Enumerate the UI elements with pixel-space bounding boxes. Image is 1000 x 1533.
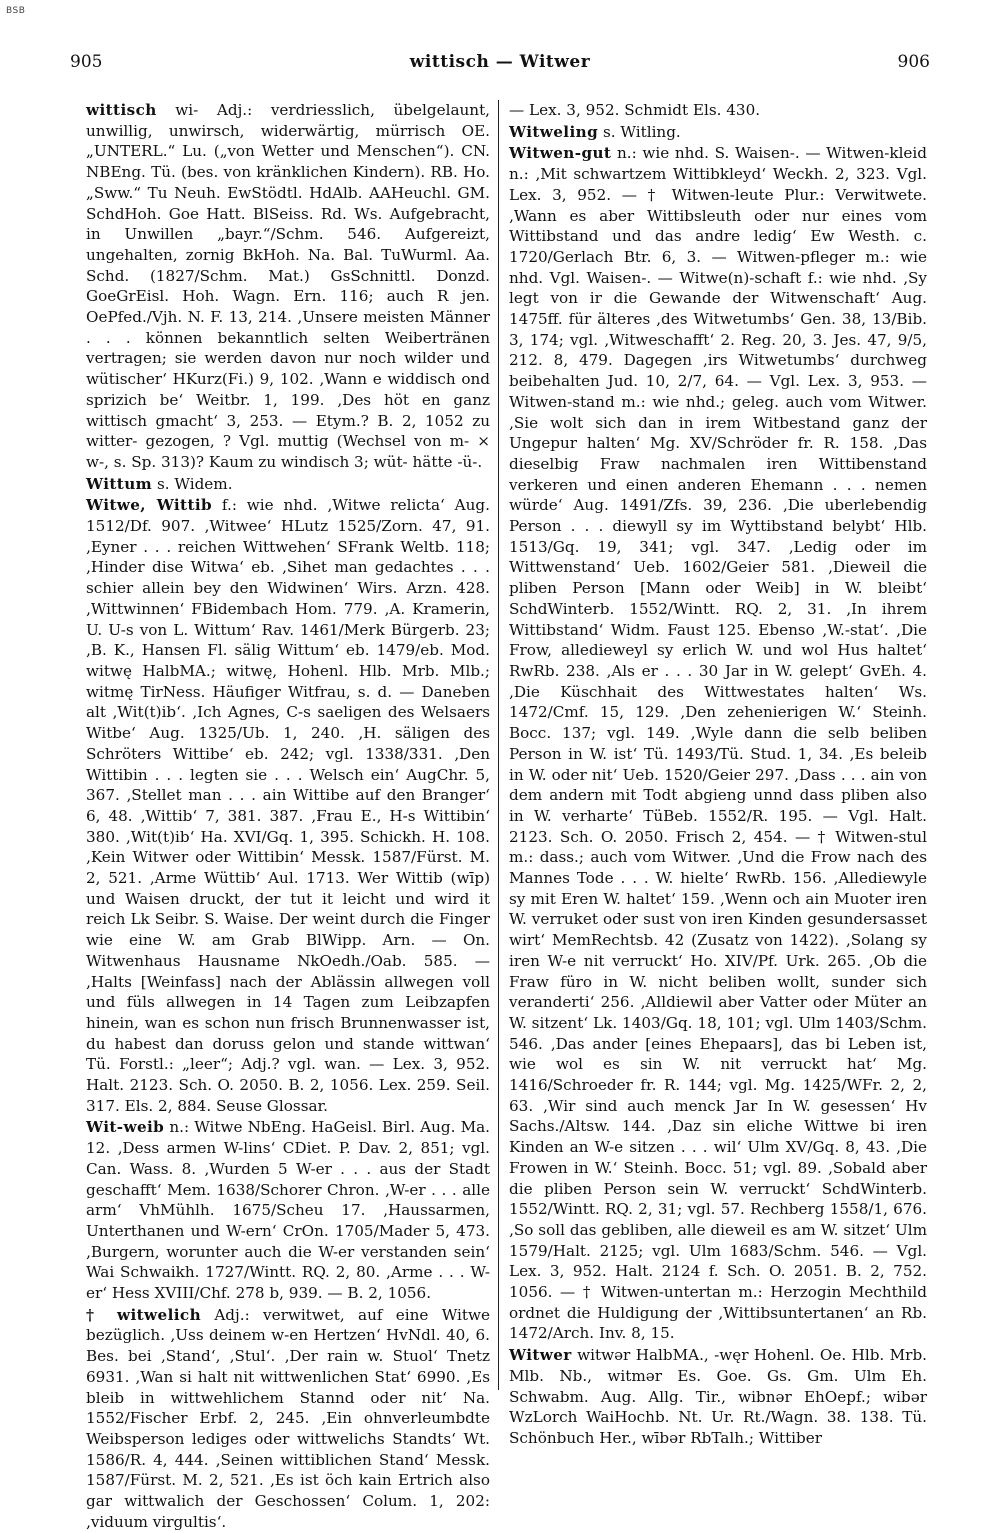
dictionary-entry	[509, 100, 927, 121]
entry-lemma: Witweling	[509, 122, 599, 141]
page-number-right: 906	[897, 52, 930, 72]
entry-text: Adj.: verwitwet, auf eine Witwe bezüglich. ‚Uss deinem w-en Hertzen‘ HvNdl. 40, 6. Bes. bei ‚Stand‘, ‚Stul‘. ‚Der rain w. Stuol‘ Tnetz 6931. ‚Wan si halt nit wittwenlichen Stat‘ 6990. ‚Es bleib in wittwehlichem Stannd oder nit‘ Na. 1552/Fischer Erbf. 2, 245. ‚Ein ohnverleumbdte Weibsperson lediges oder wittwelichs Standts‘ Wt. 1586/R. 4, 444. ‚Seinen wittiblichen Stand‘ Messk. 1587/Fürst. M. 2, 521. ‚Es ist öch kain Ertrich also gar wittwalich der Geschossen‘ Colum. 1, 202: ‚viduum virgultis‘.	[86, 1305, 490, 1531]
dictionary-entry	[86, 1305, 490, 1533]
entry-text: n.: wie nhd. S. Waisen-. — Witwen-kleid n.: ‚Mit schwartzem Wittibkleyd‘ Weckh. 2, 323. Vgl. Lex. 3, 952. — † Witwen-leute Plur.: Verwitwete. ‚Wann es aber Wittibsleuth oder nur eines vom Wittibstand und das andre ledig‘ Ew Westh. c. 1720/Gerlach Btr. 6, 3. — Witwen-pfleger m.: wie nhd. Vgl. Waisen-. — Witwe(n)-schaft f.: wie nhd. ‚Sy legt von ir die Gewande der Witwenschaft‘ Aug. 1475ff. für älteres ‚des Witwetumbs‘ Gen. 38, 13/Bib. 3, 174; vgl. ‚Witweschafft‘ 2. Reg. 20, 3. Jes. 47, 9/5, 212. 8, 479. Dagegen ‚irs Witwetumbs‘ durchweg beibehalten Jud. 10, 2/7, 64. — Vgl. Lex. 3, 953. — Witwen-stand m.: wie nhd.; geleg. auch vom Witwer. ‚Sie wolt sich dan in irem Witbestand ganz der Ungepur halten‘ Mg. XV/Schröder fr. R. 158. ‚Das dieselbig Fraw nachmalen iren Wittibenstand verkeren und einen anderen Ehemann . . . nemen würde‘ Aug. 1491/Zfs. 39, 236. ‚Die uberlebendig Person . . . diewyll sy im Wyttibstand belybt‘ Hlb. 1513/Gq. 19, 341; vgl. 347. ‚Ledig oder im Wittwenstand‘ Ueb. 1602/Geier 581. ‚Dieweil die pliben Person [Mann oder Weib] in W. bleibt‘ SchdWinterb. 1552/Wintt. RQ. 2, 31. ‚In ihrem Wittibstand‘ Widm. Faust 125. Ebenso ‚W.-stat‘. ‚Die Frow, alledieweyl sy erlich W. und wol Hus haltet‘ RwRb. 238. ‚Als er . . . 30 Jar in W. gelept‘ GvEh. 4. ‚Die Küschhait des Wittwestates halten‘ Ws. 1472/Cmf. 15, 129. ‚Den zehenierigen W.‘ Steinh. Bocc. 137; vgl. 149. ‚Wyle dann die selb beliben Person in W. ist‘ Tü. 1493/Tü. Stud. 1, 34. ‚Es beleib in W. oder nit‘ Ueb. 1520/Geier 297. ‚Dass . . . ain von dem andern mit Todt abgieng unnd dass pliben also in W. verharte‘ TüBeb. 1552/R. 195. — Vgl. Halt. 2123. Sch. O. 2050. Frisch 2, 454. — † Witwen-stul m.: dass.; auch vom Witwer. ‚Und die Frow nach des Mannes Tode . . . W. hielte‘ RwRb. 156. ‚Allediewyle sy mit Eren W. haltet‘ 159. ‚Wenn och ain Muoter iren W. verruket oder sust von iren Kinden gesundersasset wirt‘ MemRechtsb. 42 (Zusatz von 1422). ‚Solang sy iren W-e nit verruckt‘ Ho. XIV/Pf. Urk. 265. ‚Ob die Fraw füro in W. nicht beliben wollt, sunder sich veranderti‘ 256. ‚Alldiewil aber Vatter oder Müter an W. sitzent‘ Lk. 1403/Gq. 18, 101; vgl. Ulm 1403/Schm. 546. ‚Das ander [eines Ehepaars], das bi Leben ist, wie wol es sin W. nit verruckt hat‘ Mg. 1416/Schroeder fr. R. 144; vgl. Mg. 1425/WFr. 2, 2, 63. ‚Wir sind auch menck Jar In W. gesessen‘ Hv Sachs./Altsw. 144. ‚Daz sin eliche Wittwe bi iren Kinden an W-e sitzen . . . wil‘ Ulm XV/Gq. 8, 43. ‚Die Frowen in W.‘ Steinh. Bocc. 51; vgl. 89. ‚Sobald aber die pliben Person sein W. verruckt‘ SchdWinterb. 1552/Wintt. RQ. 2, 31; vgl. 57. Rechberg 1558/1, 676. ‚So soll das gebliben, alle dieweil es am W. sitzet‘ Ulm 1579/Halt. 2125; vgl. Ulm 1683/Schm. 546. — Vgl. Lex. 3, 952. Halt. 2124 f. Sch. O. 2051. B. 2, 752. 1056. — † Witwen-untertan m.: Herzogin Mechthild ordnet die Huldigung der ‚Wittibsuntertanen‘ an Rb. 1472/Arch. Inv. 8, 15.	[509, 144, 927, 1343]
dictionary-entry	[86, 495, 490, 1116]
dictionary-entry	[509, 143, 927, 1344]
entry-text: s. Witling.	[602, 122, 681, 141]
running-title: wittisch — Witwer	[409, 52, 591, 72]
dictionary-entry	[509, 1345, 927, 1449]
library-stamp: BSB	[6, 6, 26, 16]
entry-lemma: Witwen-gut	[509, 144, 612, 163]
dictionary-entry	[86, 1117, 490, 1303]
entry-lemma: Witwer	[509, 1346, 572, 1365]
entry-text: — Lex. 3, 952. Schmidt Els. 430.	[509, 101, 761, 119]
entry-text: f.: wie nhd. ‚Witwe relicta‘ Aug. 1512/Df. 907. ‚Witwee‘ HLutz 1525/Zorn. 47, 91. ‚Eyner . . . reichen Wittwehen‘ SFrank Weltb. 118; ‚Hinder dise Witwa‘ eb. ‚Sihet man gedachtes . . . schier allein bey den Widwinen‘ Wirs. Arzn. 428. ‚Wittwinnen‘ FBidembach Hom. 779. ‚A. Kramerin, U. U-s von L. Wittum‘ Rav. 1461/Merk Bürgerb. 23; ‚B. K., Hansen Fl. sälig Wittum‘ eb. 1479/eb. Mod. witwę HalbMA.; witwę, Hohenl. Hlb. Mrb. Mlb.; witmę TirNess. Häufiger Witfrau, s. d. — Daneben alt ‚Wit(t)ib‘. ‚Ich Agnes, C-s saeligen des Welsaers Witbe‘ Aug. 1325/Ub. 1, 240. ‚H. säligen des Schröters Wittibe‘ eb. 242; vgl. 1338/331. ‚Den Wittibin . . . legten sie . . . Welsch ein‘ AugChr. 5, 367. ‚Stellet man . . . ain Wittibe auf den Branger‘ 6, 48. ‚Wittib‘ 7, 381. 387. ‚Frau E., H-s Wittibin‘ 380. ‚Wit(t)ib‘ Ha. XVI/Gq. 1, 395. Schickh. H. 108. ‚Kein Witwer oder Wittibin‘ Messk. 1587/Fürst. M. 2, 521. ‚Arme Wüttib‘ Aul. 1713. Wer Wittib (wīp) und Waisen druckt, der tut it leicht und wird it reich Lk Seibr. S. Waise. Der weint durch die Finger wie eine W. am Grab BlWipp. Arn. — On. Witwenhaus Hausname NkOedh./Oab. 585. — ‚Halts [Weinfass] nach der Ablässin allwegen voll und füls allwegen in 14 Tagen zum Leibzapfen hinein, wan es schon nun frisch Brunnenwasser ist, du habest dan doruss gelon und stande wittwan‘ Tü. Forstl.: „leer“; Adj.? vgl. wan. — Lex. 3, 952. Halt. 2123. Sch. O. 2050. B. 2, 1056. Lex. 259. Seil. 317. Els. 2, 884. Seuse Glossar.	[86, 496, 490, 1115]
left-column	[86, 100, 491, 1531]
entry-lemma: Wittum	[86, 474, 153, 493]
entry-text: witwər HalbMA., -węr Hohenl. Oe. Hlb. Mrb. Mlb. Nb., witmər Es. Goe. Gs. Gm. Ulm Eh. Schwabm. Aug. Allg. Tir., wibnər EhOepf.; wibər WzLorch WaiHochb. Nt. Ur. Rt./Wagn. 38. 138. Tü. Schönbuch Her., wībər RbTalh.; Wittiber	[509, 1346, 927, 1447]
entry-lemma: Wit-weib	[86, 1118, 165, 1137]
entry-text: wi- Adj.: verdriesslich, übelgelaunt, unwillig, unwirsch, widerwärtig, mürrisch OE. „UNTERL.“ Lu. („von Wetter und Menschen“). CN. NBEng. Tü. (bes. von kränklichen Kindern). RB. Ho. „Sww.“ Tu Neuh. EwStödtl. HdAlb. AAHeuchl. GM. SchdHoh. Goe Hatt. BlSeiss. Rd. Ws. Aufgebracht, in Unwillen „bayr.“/Schm. 546. Aufgereizt, ungehalten, zornig BkHoh. Na. Bal. TuWurml. Aa. Schd. (1827/Schm. Mat.) GsSchnittl. Donzd. GoeGrEisl. Hoh. Wagn. Ern. 116; auch R jen. OePfed./Vjh. N. F. 13, 214. ‚Unsere meisten Männer . . . können bekanntlich selten Weibertränen vertragen; sie werden davon nur noch wilder und wütischer‘ HKurz(Fi.) 9, 102. ‚Wann e widdisch ond sprizich be‘ Weitbr. 1, 199. ‚Des höt en ganz wittisch gmacht‘ 3, 253. — Etym.? B. 2, 1052 zu witter- gezogen, ? Vgl. muttig (Wechsel von m- × w-, s. Sp. 313)? Kaum zu windisch 3; wüt- hätte -ü-.	[86, 101, 490, 471]
page-number-left: 905	[70, 52, 103, 72]
entry-text: s. Widem.	[156, 474, 233, 493]
entry-lemma: † witwelich	[86, 1305, 202, 1324]
dictionary-entry	[86, 100, 490, 473]
entry-lemma: wittisch	[86, 101, 157, 119]
dictionary-entry	[86, 474, 490, 495]
right-column	[509, 100, 927, 1447]
dictionary-entry	[509, 122, 927, 143]
entry-text: n.: Witwe NbEng. HaGeisl. Birl. Aug. Ma. 12. ‚Dess armen W-lins‘ CDiet. P. Dav. 2, 851; vgl. Can. Wass. 8. ‚Wurden 5 W-er . . . aus der Stadt geschafft‘ Mem. 1638/Schorer Chron. ‚W-er . . . alle arm‘ VhMühlh. 1675/Scheu 17. ‚Haussarmen, Unterthanen und W-ern‘ CrOn. 1705/Mader 5, 473. ‚Burgern, worunter auch die W-er verstanden sein‘ Wai Schwaikh. 1727/Wintt. RQ. 2, 80. ‚Arme . . . W-er‘ Hess XVIII/Chf. 278 b, 939. — B. 2, 1056.	[86, 1118, 491, 1303]
column-divider	[498, 100, 499, 1390]
entry-lemma: Witwe, Wittib	[86, 496, 213, 515]
page-header	[70, 52, 930, 82]
